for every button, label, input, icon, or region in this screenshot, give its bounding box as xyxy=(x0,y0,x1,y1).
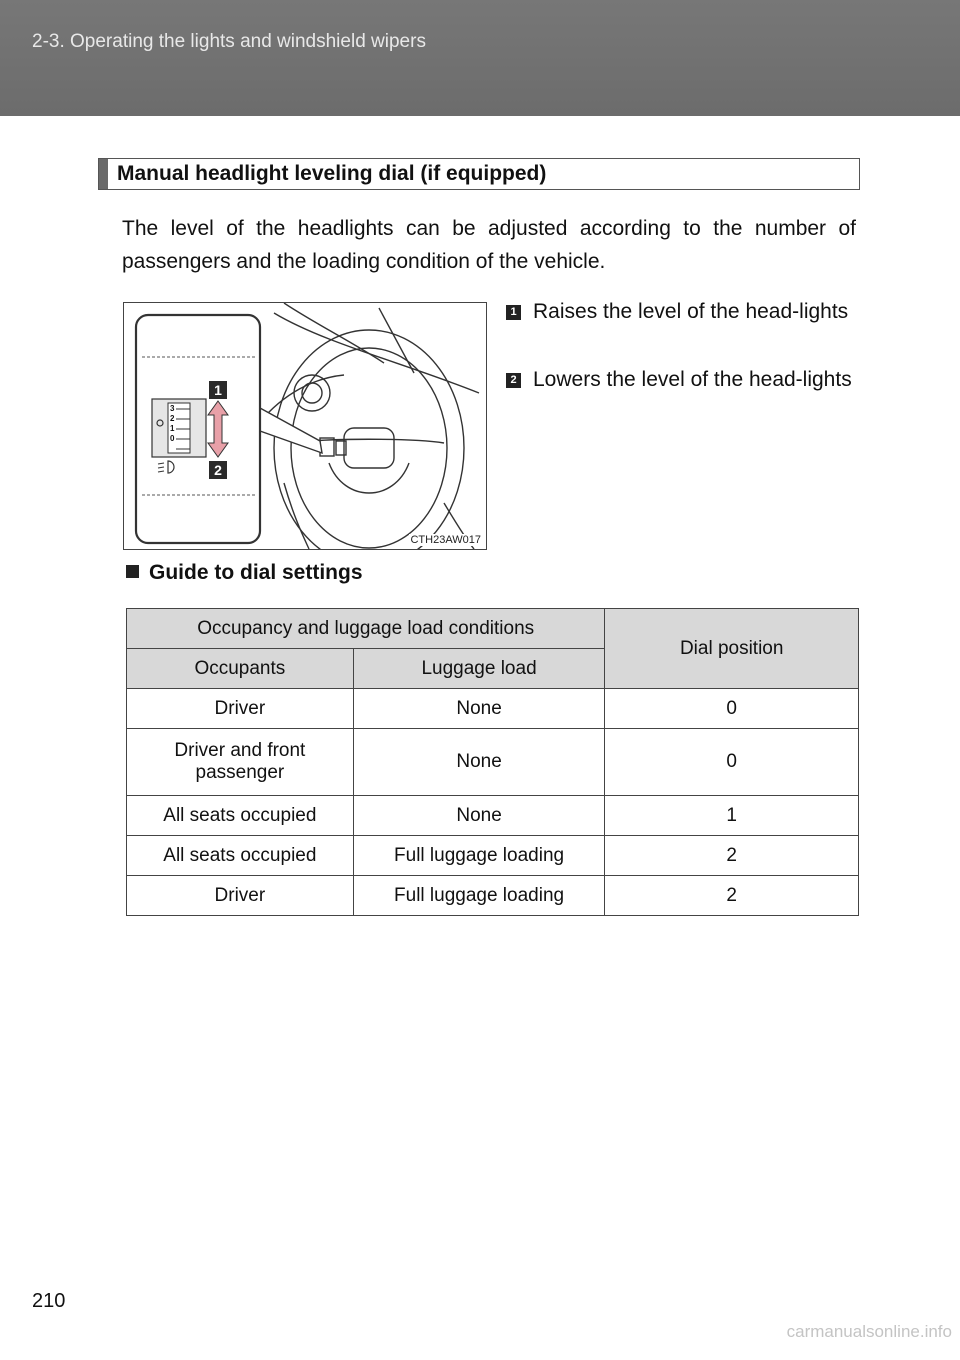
cell-occupants: Driver xyxy=(127,876,354,916)
header-dial-position: Dial position xyxy=(605,609,859,689)
guide-heading xyxy=(126,561,363,585)
dashboard-drawing xyxy=(124,303,486,549)
cell-dial: 0 xyxy=(605,689,859,729)
legend-text-2: Lowers the level of the head-lights xyxy=(533,368,852,391)
badge-1-label: 1 xyxy=(214,382,222,398)
cell-luggage: None xyxy=(353,689,605,729)
table-row xyxy=(127,836,859,876)
headlight-dial-illustration xyxy=(123,302,487,550)
dial-mark-2: 2 xyxy=(170,414,175,423)
legend-num-1: 1 xyxy=(506,305,521,320)
dial-mark-3: 3 xyxy=(170,404,175,413)
figure-code: CTH23AW017 xyxy=(410,534,481,546)
legend-item-1 xyxy=(506,296,856,328)
section-heading xyxy=(98,158,860,190)
cell-dial: 2 xyxy=(605,876,859,916)
dial-mark-1: 1 xyxy=(170,424,175,433)
header-title: 2-3. Operating the lights and windshield wipers xyxy=(32,31,426,52)
intro-paragraph: The level of the headlights can be adjusted according to the number of passengers and the loading condition of the vehicle. xyxy=(122,217,856,273)
header-luggage-load: Luggage load xyxy=(353,649,605,689)
table-row xyxy=(127,689,859,729)
cell-dial: 0 xyxy=(605,729,859,796)
cell-occupants: All seats occupied xyxy=(127,836,354,876)
header-occupancy-group: Occupancy and luggage load conditions xyxy=(127,609,605,649)
cell-luggage: None xyxy=(353,729,605,796)
page-header xyxy=(0,0,960,116)
badge-2-label: 2 xyxy=(214,462,222,478)
table-row xyxy=(127,729,859,796)
legend-text-1: Raises the level of the head-lights xyxy=(533,300,849,323)
table-row xyxy=(127,876,859,916)
cell-occupants: Driver xyxy=(127,689,354,729)
cell-luggage: None xyxy=(353,796,605,836)
cell-dial: 2 xyxy=(605,836,859,876)
section-heading-bar xyxy=(99,159,108,189)
cell-luggage: Full luggage loading xyxy=(353,876,605,916)
table-header-row xyxy=(127,609,859,649)
legend-num-2: 2 xyxy=(506,373,521,388)
square-bullet-icon xyxy=(126,565,139,578)
header-occupants: Occupants xyxy=(127,649,354,689)
legend-item-2 xyxy=(506,364,856,396)
cell-luggage: Full luggage loading xyxy=(353,836,605,876)
watermark: carmanualsonline.info xyxy=(786,1322,952,1341)
page-number: 210 xyxy=(32,1290,66,1312)
cell-occupants: All seats occupied xyxy=(127,796,354,836)
cell-occupants: Driver and front passenger xyxy=(127,729,354,796)
section-title: Manual headlight leveling dial (if equipped) xyxy=(117,162,547,185)
table-row xyxy=(127,796,859,836)
dial-mark-0: 0 xyxy=(170,434,175,443)
guide-title: Guide to dial settings xyxy=(149,561,363,584)
dial-settings-table xyxy=(126,608,859,916)
cell-dial: 1 xyxy=(605,796,859,836)
